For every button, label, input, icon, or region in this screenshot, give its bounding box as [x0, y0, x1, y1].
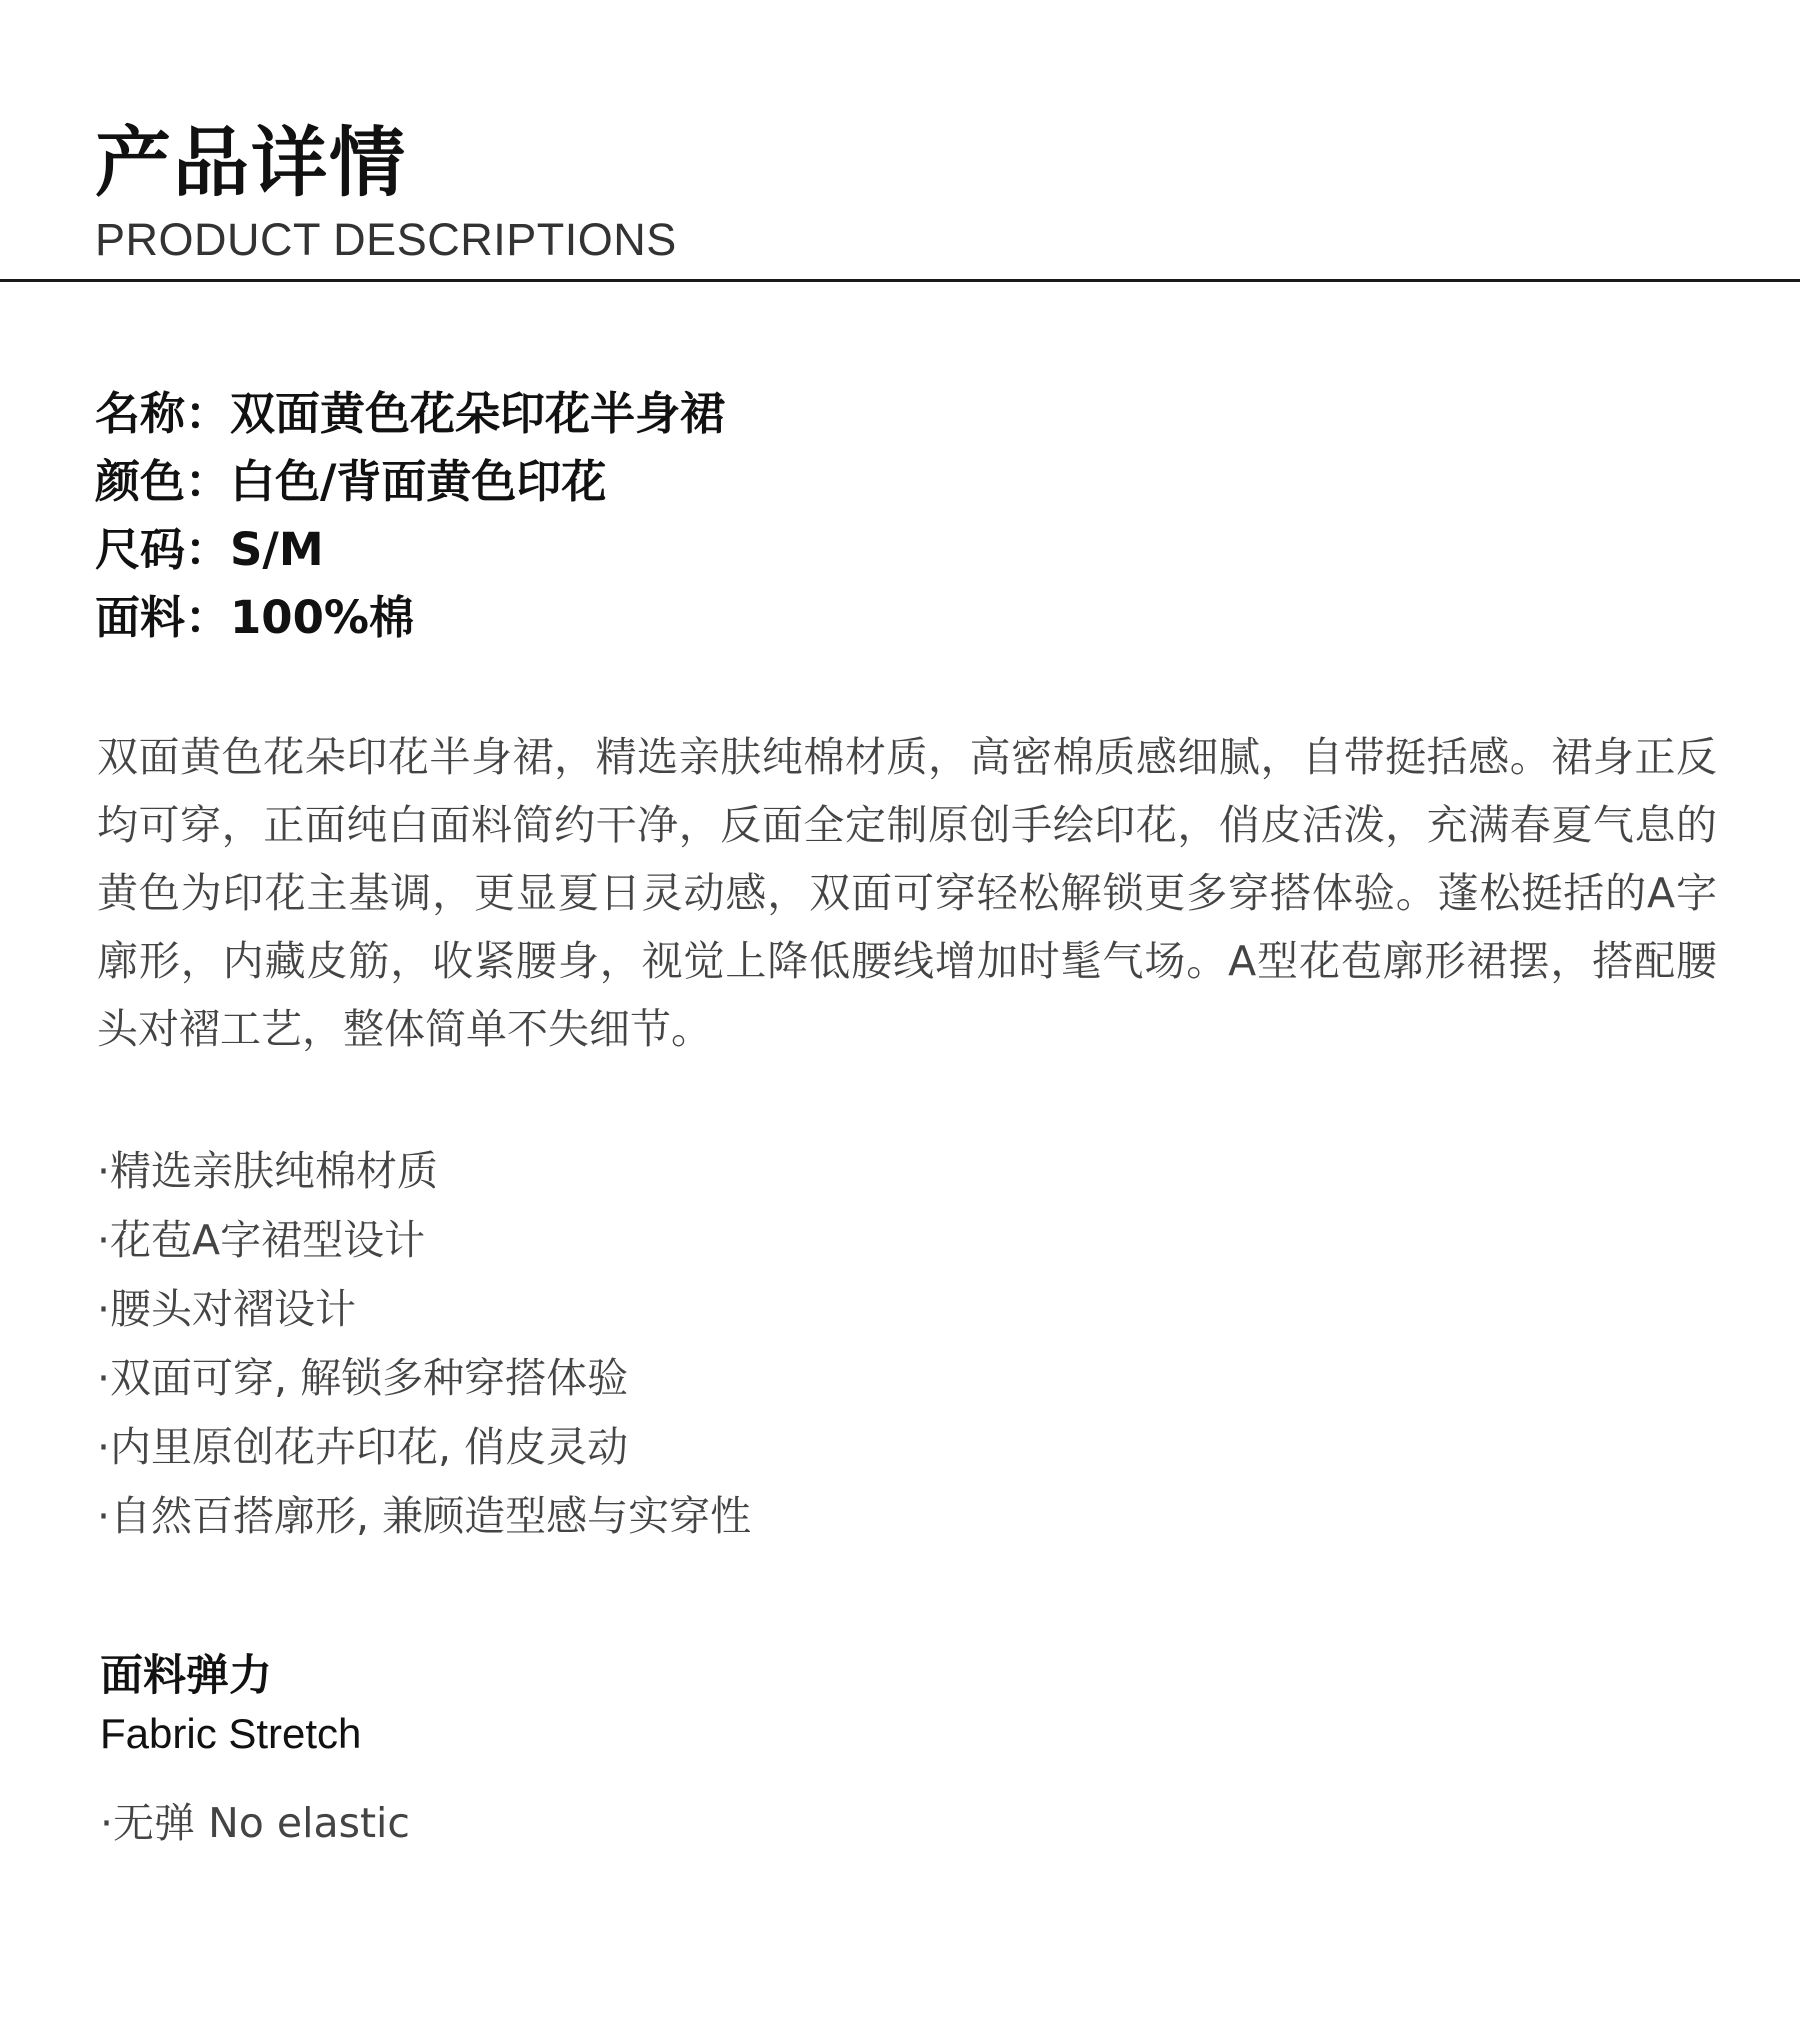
header-divider [0, 279, 1800, 282]
feature-item: ·内里原创花卉印花, 俏皮灵动 [97, 1423, 629, 1471]
feature-list [97, 1137, 1697, 1551]
spec-list [95, 380, 1695, 652]
spec-name: 名称：双面黄色花朵印花半身裙 [95, 387, 726, 440]
page-title: 产品详情 [95, 118, 407, 207]
fabric-stretch-value: ·无弹 No elastic [100, 1799, 410, 1847]
feature-item: ·自然百搭廓形, 兼顾造型感与实穿性 [97, 1492, 752, 1540]
feature-item: ·精选亲肤纯棉材质 [97, 1147, 439, 1195]
fabric-stretch-section [100, 1647, 1700, 1853]
spec-color: 颜色：白色/背面黄色印花 [95, 455, 607, 508]
spec-size: 尺码：S/M [95, 523, 324, 576]
page-subtitle: PRODUCT DESCRIPTIONS [95, 214, 677, 265]
product-description: 双面黄色花朵印花半身裙，精选亲肤纯棉材质，高密棉质感细腻，自带挺括感。裙身正反均可穿，正面纯白面料简约干净，反面全定制原创手绘印花，俏皮活泼，充满春夏气息的黄色为印花主基调，更显夏日灵动感，双面可穿轻松解锁更多穿搭体验。蓬松挺括的A字廓形，内藏皮筋，收紧腰身，视觉上降低腰线增加时髦气场。A型花苞廓形裙摆，搭配腰头对褶工艺，整体简单不失细节。 [97, 733, 1717, 1053]
feature-item: ·双面可穿, 解锁多种穿搭体验 [97, 1354, 629, 1402]
fabric-stretch-subtitle: Fabric Stretch [100, 1710, 362, 1757]
fabric-stretch-title: 面料弹力 [100, 1651, 272, 1701]
spec-fabric: 面料：100%棉 [95, 591, 415, 644]
product-details-header [95, 118, 1695, 268]
feature-item: ·花苞A字裙型设计 [97, 1216, 426, 1264]
feature-item: ·腰头对褶设计 [97, 1285, 357, 1333]
